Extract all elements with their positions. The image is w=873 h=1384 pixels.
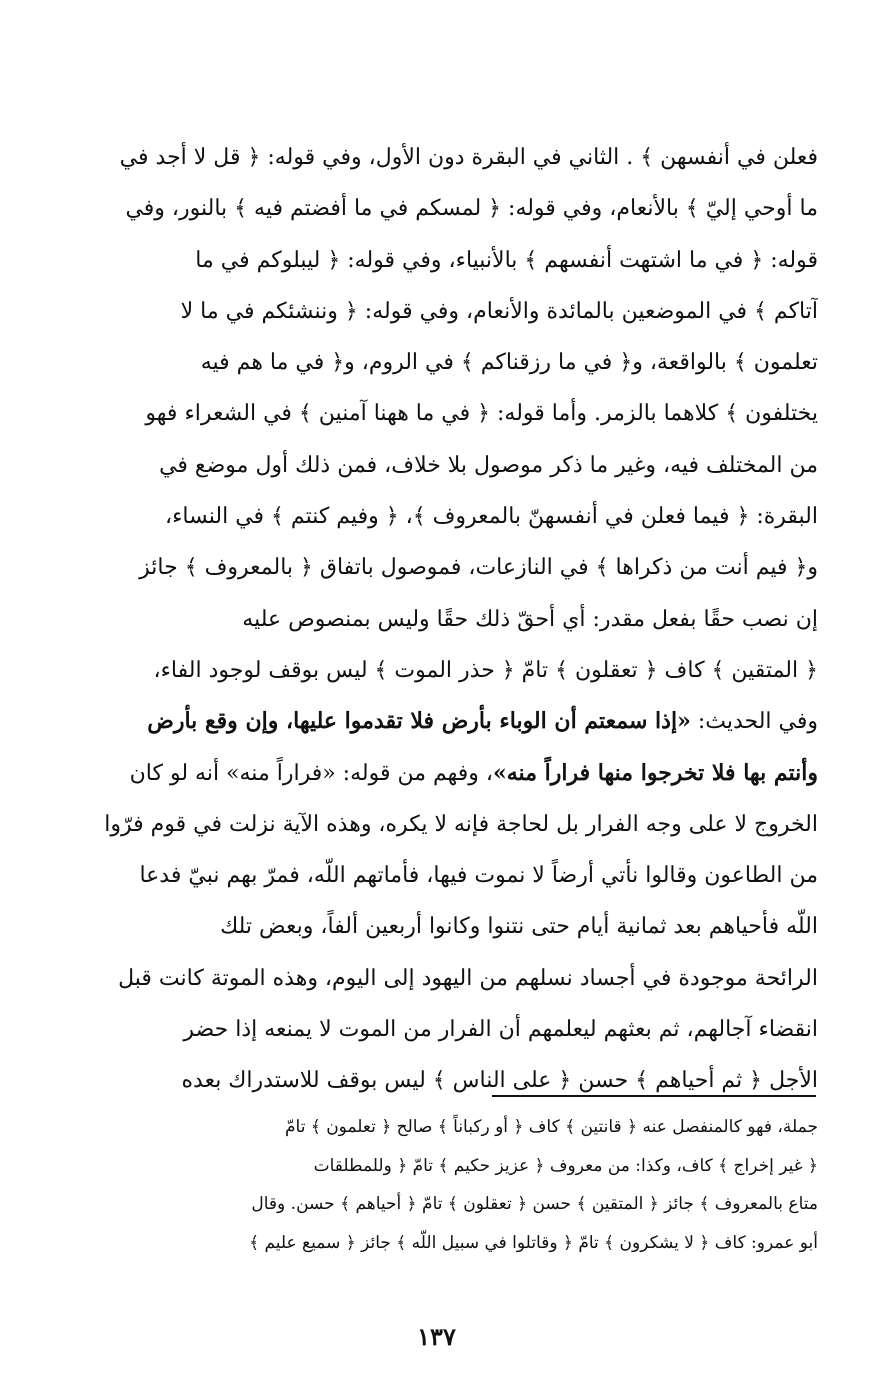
hadith-quote-part-1: «إذا سمعتم أن الوباء بأرض فلا تقدموا عليها، وإن وقع بأرض: [147, 708, 691, 735]
text-line: و﴿ فيم أنت من ذكراها ﴾ في النازعات، فموصول باتفاق ﴿ بالمعروف ﴾ جائز: [139, 555, 818, 581]
footnote-line: متاع بالمعروف ﴾ جائز ﴿ المتقين ﴾ حسن ﴿ تعقلون ﴾ تامّ ﴿ أحياهم ﴾ حسن. وقال: [251, 1194, 818, 1214]
footnote-line: أبو عمرو: كاف ﴿ لا يشكرون ﴾ تامّ ﴿ وقاتلوا في سبيل اللّه ﴾ جائز ﴿ سميع عليم ﴾: [249, 1232, 818, 1253]
text-line: قوله: ﴿ في ما اشتهت أنفسهم ﴾ بالأنبياء، وفي قوله: ﴿ ليبلوكم في ما: [195, 247, 818, 273]
hadith-quote-part-2: وأنتم بها فلا تخرجوا منها فراراً منه»: [493, 759, 818, 786]
text-line: من الطاعون وقالوا نأتي أرضاً لا نموت فيها، فأماتهم اللّه، فمرّ بهم نبيّ فدعا: [139, 863, 818, 889]
text-line: يختلفون ﴾ كلاهما بالزمر. وأما قوله: ﴿ في ما ههنا آمنين ﴾ في الشعراء فهو: [145, 401, 818, 427]
text-line-hadith-end: [74, 748, 818, 799]
footnote-separator: [492, 1095, 816, 1097]
text-line: تعلمون ﴾ بالواقعة، و﴿ في ما رزقناكم ﴾ في الروم، و﴿ في ما هم فيه: [200, 350, 818, 376]
text-line: الأجل ﴿ ثم أحياهم ﴾ حسن ﴿ على الناس ﴾ ليس بوقف للاستدراك بعده: [181, 1068, 818, 1094]
text-line: الخروج لا على وجه الفرار بل لحاجة فإنه لا يكره، وهذه الآية نزلت في قوم فرّوا: [104, 811, 818, 837]
text-line: اللّه فأحياهم بعد ثمانية أيام حتى نتنوا وكانوا أربعين ألفاً، وبعض تلك: [220, 914, 818, 940]
text-line: ﴿ المتقين ﴾ كاف ﴿ تعقلون ﴾ تامّ ﴿ حذر الموت ﴾ ليس بوقف لوجود الفاء،: [153, 657, 818, 683]
footnote-text: [74, 1108, 818, 1262]
text-line: الرائحة موجودة في أجساد نسلهم من اليهود إلى اليوم، وهذه الموتة كانت قبل: [118, 965, 818, 991]
page-number: ١٣٧: [417, 1322, 456, 1351]
text-line: انقضاء آجالهم، ثم بعثهم ليعلمهم أن الفرار من الموت لا يمنعه إذا حضر: [183, 1017, 818, 1043]
text-line: من المختلف فيه، وغير ما ذكر موصول بلا خلاف، فمن ذلك أول موضع في: [159, 452, 818, 478]
text-line: ما أوحي إليّ ﴾ بالأنعام، وفي قوله: ﴿ لمسكم في ما أفضتم فيه ﴾ بالنور، وفي: [125, 196, 818, 222]
text-line: آتاكم ﴾ في الموضعين بالمائدة والأنعام، وفي قوله: ﴿ وننشئكم في ما لا: [180, 298, 818, 324]
footnote-line: ﴿ غير إخراج ﴾ كاف، وكذا: من معروف ﴿ عزيز حكيم ﴾ تامّ ﴿ وللمطلقات: [313, 1155, 818, 1176]
text-line: إن نصب حقًا بفعل مقدر: أي أحقّ ذلك حقًا وليس بمنصوص عليه: [242, 606, 818, 632]
hadith-continuation: ، وفهم من قوله: «فراراً منه» أنه لو كان: [129, 760, 494, 786]
text-line: فعلن في أنفسهن ﴾ . الثاني في البقرة دون الأول، وفي قوله: ﴿ قل لا أجد في: [119, 145, 818, 170]
main-text: [74, 132, 818, 1107]
text-line-hadith: [74, 696, 818, 747]
footnote-line: جملة، فهو كالمنفصل عنه ﴿ قانتين ﴾ كاف ﴿ أو ركباناً ﴾ صالح ﴿ تعلمون ﴾ تامّ: [284, 1117, 818, 1137]
text-line: البقرة: ﴿ فيما فعلن في أنفسهنّ بالمعروف ﴾، ﴿ وفيم كنتم ﴾ في النساء،: [164, 504, 818, 530]
hadith-intro: وفي الحديث:: [690, 709, 818, 735]
